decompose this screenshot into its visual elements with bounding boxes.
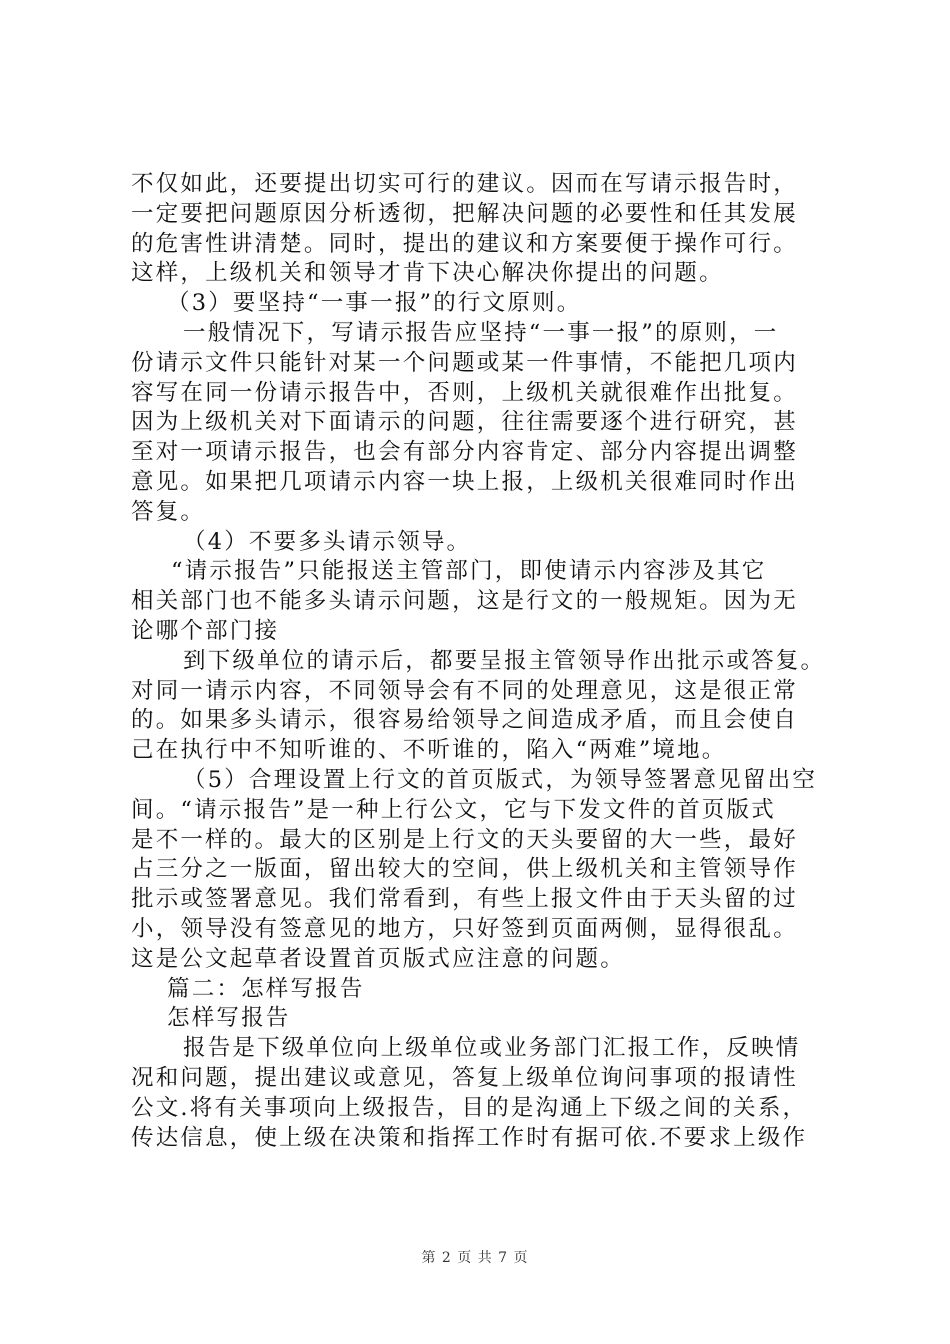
- text-line: （5）合理设置上行文的首页版式，为领导签署意见留出空: [183, 766, 818, 793]
- text-line: 传达信息，使上级在决策和指挥工作时有据可依.不要求上级作: [131, 1124, 808, 1151]
- text-line: 怎样写报告: [167, 1005, 291, 1032]
- text-line: 间。“请示报告”是一种上行公文，它与下发文件的首页版式: [131, 796, 776, 823]
- text-line: 这样，上级机关和领导才肯下决心解决你提出的问题。: [131, 260, 724, 287]
- text-line: （3）要坚持“一事一报”的行文原则。: [167, 290, 582, 317]
- text-line: 论哪个部门接: [131, 617, 280, 644]
- text-line: 对同一请示内容，不同领导会有不同的处理意见，这是很正常: [131, 677, 798, 704]
- text-line: 篇二：怎样写报告: [167, 975, 365, 1002]
- text-line: 容写在同一份请示报告中，否则，上级机关就很难作出批复。: [131, 379, 798, 406]
- text-line: 到下级单位的请示后，都要呈报主管领导作出批示或答复。: [183, 647, 826, 674]
- text-line: 相关部门也不能多头请示问题，这是行文的一般规矩。因为无: [131, 588, 798, 615]
- text-line: 的。如果多头请示，很容易给领导之间造成矛盾，而且会使自: [131, 707, 798, 734]
- text-line: 一定要把问题原因分析透彻，把解决问题的必要性和任其发展: [131, 200, 798, 227]
- text-line: 小，领导没有签意见的地方，只好签到页面两侧，显得很乱。: [131, 915, 798, 942]
- text-line: 己在执行中不知听谁的、不听谁的，陷入“两难”境地。: [131, 737, 727, 764]
- text-line: 这是公文起草者设置首页版式应注意的问题。: [131, 945, 626, 972]
- text-line: 况和问题，提出建议或意见，答复上级单位询问事项的报请性: [131, 1064, 798, 1091]
- text-line: 公文.将有关事项向上级报告，目的是沟通上下级之间的关系，: [131, 1094, 808, 1121]
- text-line: 占三分之一版面，留出较大的空间，供上级机关和主管领导作: [131, 856, 798, 883]
- page-number-footer: 第 2 页 共 7 页: [421, 1250, 529, 1266]
- text-line: 的危害性讲清楚。同时，提出的建议和方案要便于操作可行。: [131, 230, 798, 257]
- text-line: “请示报告”只能报送主管部门，即使请示内容涉及其它: [171, 558, 767, 585]
- text-line: 因为上级机关对下面请示的问题，往往需要逐个进行研究，甚: [131, 409, 798, 436]
- text-line: 是不一样的。最大的区别是上行文的天头要留的大一些，最好: [131, 826, 798, 853]
- text-line: 答复。: [131, 498, 206, 525]
- document-body: [131, 170, 841, 1153]
- text-line: （4）不要多头请示领导。: [183, 528, 472, 555]
- text-line: 份请示文件只能针对某一个问题或某一件事情，不能把几项内: [131, 349, 798, 376]
- text-line: 意见。如果把几项请示内容一块上报，上级机关很难同时作出: [131, 468, 798, 495]
- text-line: 报告是下级单位向上级单位或业务部门汇报工作，反映情: [183, 1035, 801, 1062]
- text-line: 一般情况下，写请示报告应坚持“一事一报”的原则，一: [183, 319, 779, 346]
- text-line: 至对一项请示报告，也会有部分内容肯定、部分内容提出调整: [131, 439, 798, 466]
- text-line: 不仅如此，还要提出切实可行的建议。因而在写请示报告时，: [131, 171, 798, 197]
- text-line: 批示或签署意见。我们常看到，有些上报文件由于天头留的过: [131, 886, 798, 913]
